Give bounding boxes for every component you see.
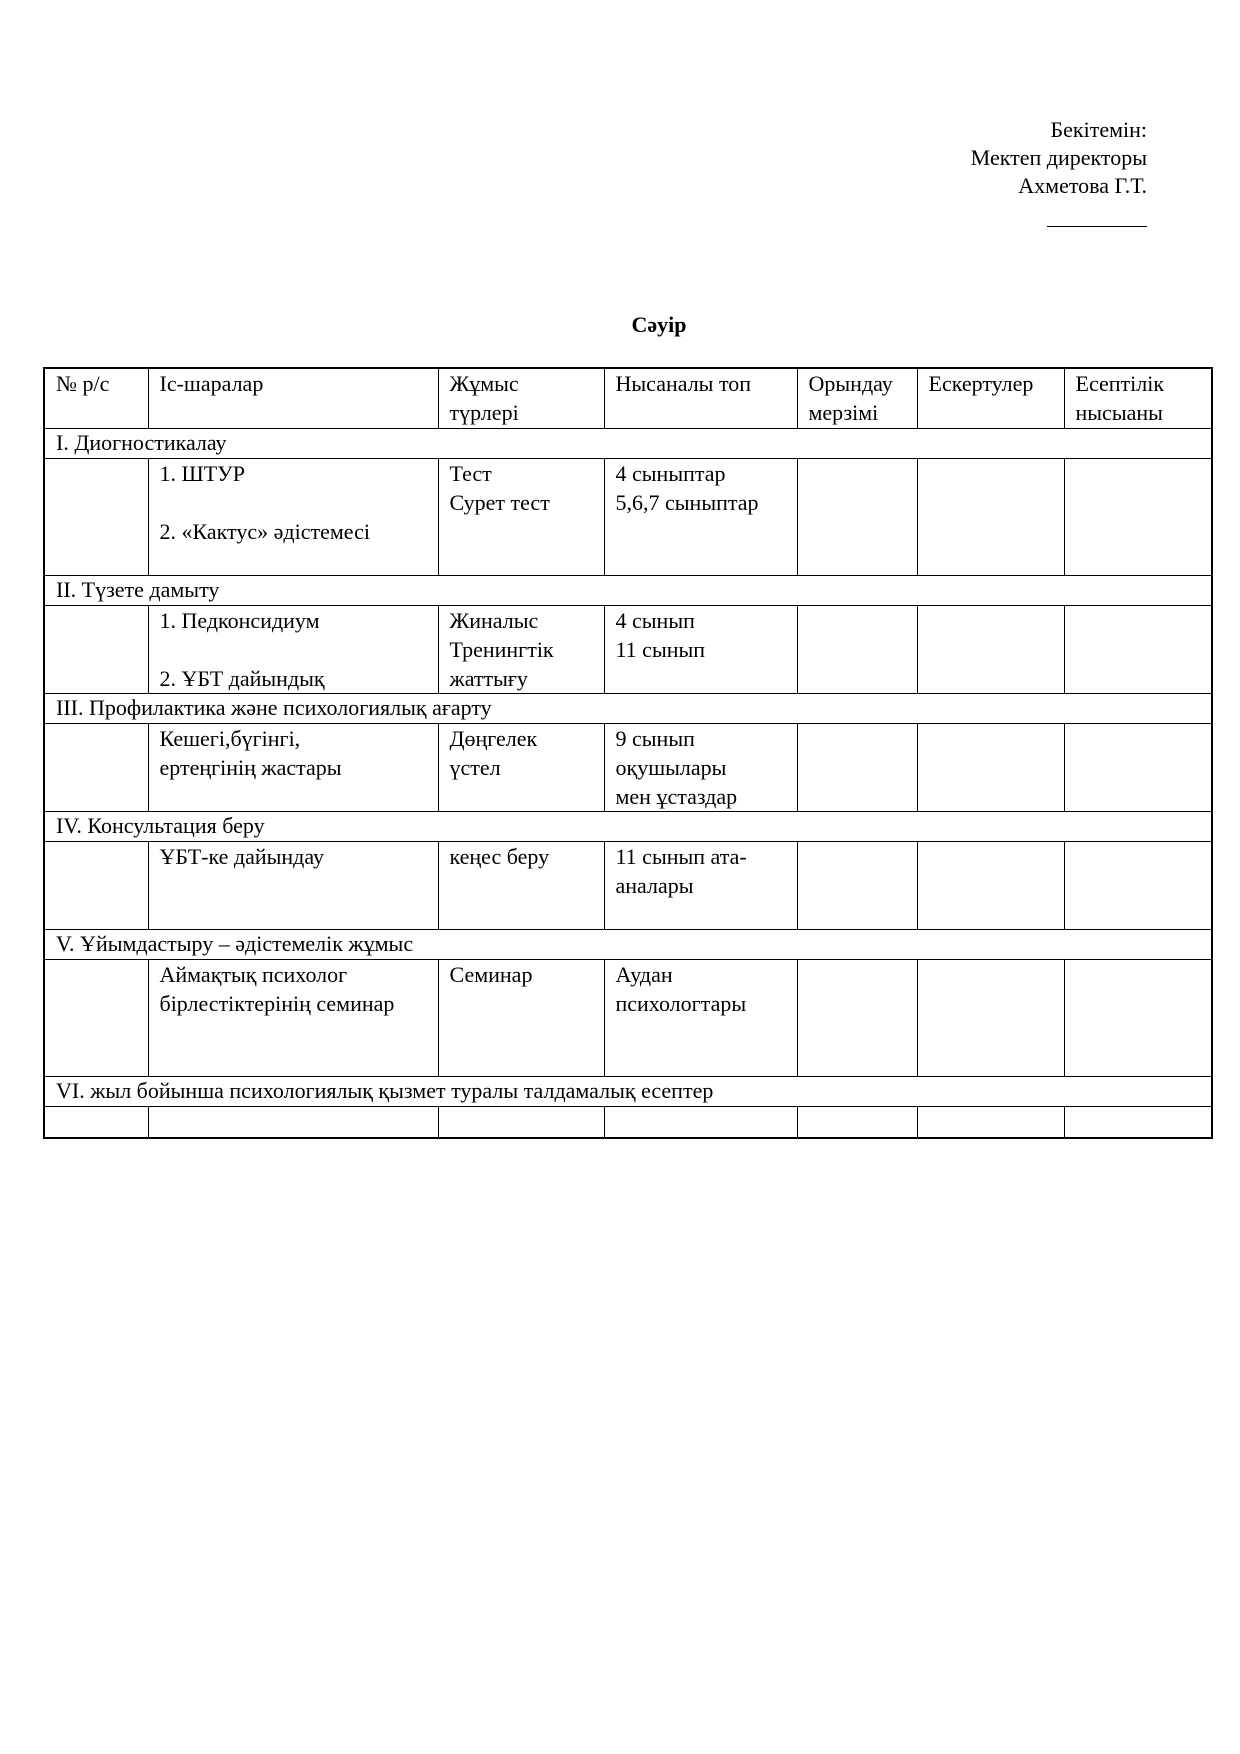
target-group-cell[interactable] [604, 724, 797, 812]
num-cell[interactable] [44, 842, 148, 930]
cell-text-line: 11 сынып ата- [615, 844, 747, 869]
notes-cell[interactable] [917, 960, 1064, 1077]
cell-text-line [160, 546, 438, 575]
header-activities [148, 368, 438, 429]
cell-text-line: психологтары [615, 991, 747, 1016]
header-line: нысыаны [1075, 400, 1163, 425]
month-title: Сәуір [631, 312, 687, 337]
activities-cell[interactable] [148, 842, 438, 930]
num-cell[interactable] [44, 1107, 148, 1139]
deadline-cell[interactable] [797, 459, 917, 576]
cell-text-line: 4 сыныптар [615, 461, 726, 486]
header-line: № р/с [56, 371, 110, 396]
cell-text-line: ертеңгінің жастары [159, 755, 342, 780]
activities-cell[interactable] [148, 724, 438, 812]
cell-text-line: аналары [615, 873, 694, 898]
report-form-cell[interactable] [1064, 459, 1212, 576]
report-form-cell[interactable] [1064, 606, 1212, 694]
table-row [44, 724, 1212, 812]
section-header-row [44, 576, 1212, 606]
activities-cell[interactable] [148, 606, 438, 694]
approval-name: Ахметова Г.Т. [1018, 173, 1147, 198]
cell-text-line: Семинар [449, 962, 533, 987]
cell-text-line: бірлестіктерінің семинар [159, 991, 395, 1016]
deadline-cell[interactable] [797, 960, 917, 1077]
num-cell[interactable] [44, 960, 148, 1077]
work-types-cell[interactable] [438, 724, 604, 812]
header-line: Нысаналы топ [615, 371, 752, 396]
target-group-cell[interactable] [604, 1107, 797, 1139]
cell-text-line: 1. Педконсидиум [159, 608, 320, 633]
cell-text-line: 5,6,7 сыныптар [615, 490, 759, 515]
target-group-cell[interactable] [604, 960, 797, 1077]
cell-text-line: 2. «Кактус» әдістемесі [159, 519, 370, 544]
work-types-cell[interactable] [438, 960, 604, 1077]
cell-text-line: 11 сынып [615, 637, 706, 662]
work-types-cell[interactable] [438, 606, 604, 694]
signature-line[interactable] [1047, 204, 1147, 227]
section-title: II. Түзете дамыту [44, 576, 1212, 606]
work-types-cell[interactable] [438, 459, 604, 576]
section-title: III. Профилактика және психологиялық ағарту [44, 694, 1212, 724]
table-row [44, 960, 1212, 1077]
target-group-cell[interactable] [604, 459, 797, 576]
cell-text-line: Дөңгелек [449, 726, 538, 751]
cell-text-line: Кешегі,бүгінгі, [159, 726, 301, 751]
cell-text-line: ҰБТ-ке дайындау [159, 844, 325, 869]
cell-text-line: Сурет тест [449, 490, 550, 515]
deadline-cell[interactable] [797, 724, 917, 812]
cell-text-line: 1. ШТУР [159, 461, 245, 486]
deadline-cell[interactable] [797, 842, 917, 930]
cell-text-line: кеңес беру [449, 844, 550, 869]
cell-text-line: Тренингтік [449, 637, 554, 662]
approval-block [971, 116, 1147, 234]
cell-text-line: Аймақтық психолог [159, 962, 348, 987]
num-cell[interactable] [44, 724, 148, 812]
section-header-row [44, 429, 1212, 459]
work-plan-table [43, 367, 1213, 1139]
header-line: Есептілік [1075, 371, 1165, 396]
report-form-cell[interactable] [1064, 1107, 1212, 1139]
cell-text-line: үстел [449, 755, 501, 780]
section-title: VI. жыл бойынша психологиялық қызмет туралы талдамалық есептер [44, 1077, 1212, 1107]
activities-cell[interactable] [148, 459, 438, 576]
notes-cell[interactable] [917, 606, 1064, 694]
target-group-cell[interactable] [604, 606, 797, 694]
section-header-row [44, 812, 1212, 842]
num-cell[interactable] [44, 606, 148, 694]
cell-text-line: 2. ҰБТ дайындық [159, 666, 325, 691]
header-notes [917, 368, 1064, 429]
cell-text-line: мен ұстаздар [615, 784, 738, 809]
header-work-types [438, 368, 604, 429]
report-form-cell[interactable] [1064, 842, 1212, 930]
header-report-form [1064, 368, 1212, 429]
section-title: IV. Консультация беру [44, 812, 1212, 842]
cell-text-line: 9 сынып [615, 726, 695, 751]
approval-position: Мектеп директоры [970, 145, 1147, 170]
section-header-row [44, 930, 1212, 960]
section-header-row [44, 1077, 1212, 1107]
header-line: мерзімі [808, 400, 879, 425]
cell-text-line: оқушылары [615, 755, 727, 780]
report-form-cell[interactable] [1064, 724, 1212, 812]
header-line: Жұмыс [449, 371, 519, 396]
table-row [44, 459, 1212, 576]
cell-text-line: Тест [449, 461, 492, 486]
table-row [44, 606, 1212, 694]
table-header-row [44, 368, 1212, 429]
notes-cell[interactable] [917, 724, 1064, 812]
deadline-cell[interactable] [797, 1107, 917, 1139]
notes-cell[interactable] [917, 459, 1064, 576]
header-line: түрлері [449, 400, 519, 425]
notes-cell[interactable] [917, 842, 1064, 930]
header-line: Ескертулер [928, 371, 1034, 396]
cell-text-line: Аудан [615, 962, 673, 987]
num-cell[interactable] [44, 459, 148, 576]
cell-text-line: жаттығу [449, 666, 528, 691]
section-header-row [44, 694, 1212, 724]
target-group-cell[interactable] [604, 842, 797, 930]
header-line: Орындау [808, 371, 893, 396]
cell-text-line [160, 635, 438, 664]
deadline-cell[interactable] [797, 606, 917, 694]
table-row [44, 842, 1212, 930]
table-row [44, 1107, 1212, 1139]
header-deadline [797, 368, 917, 429]
cell-text-line: 4 сынып [615, 608, 695, 633]
work-types-cell[interactable] [438, 1107, 604, 1139]
section-title: V. Ұйымдастыру – әдістемелік жұмыс [44, 930, 1212, 960]
header-target-group [604, 368, 797, 429]
section-title: I. Диогностикалау [44, 429, 1212, 459]
report-form-cell[interactable] [1064, 960, 1212, 1077]
activities-cell[interactable] [148, 1107, 438, 1139]
cell-text-line: Жиналыс [449, 608, 539, 633]
notes-cell[interactable] [917, 1107, 1064, 1139]
header-num [44, 368, 148, 429]
approval-title: Бекітемін: [1050, 117, 1147, 142]
activities-cell[interactable] [148, 960, 438, 1077]
work-types-cell[interactable] [438, 842, 604, 930]
cell-text-line [160, 488, 438, 517]
header-line: Іс-шаралар [159, 371, 264, 396]
